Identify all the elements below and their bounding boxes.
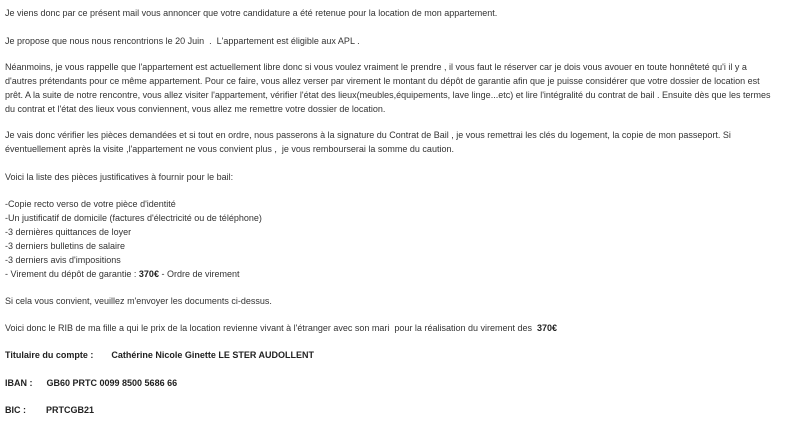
deposit-amount: 370€	[138, 269, 159, 279]
list-item-virement-prefix: - Virement du dépôt de garantie :	[5, 269, 139, 279]
bic	[5, 403, 94, 417]
bic-value: PRTCGB21	[46, 405, 95, 415]
account-holder-label: Titulaire du compte :	[5, 350, 94, 360]
paragraph-verification-line-1: Je vais donc vérifier les pièces demandées et si tout en ordre, nous passerons à la signature du Contrat de Bail , je vous remettrai les clés du logement, la copie de mon passeport. Si	[5, 130, 731, 140]
list-item: -3 derniers bulletins de salaire	[5, 241, 126, 251]
list-item-virement-suffix: - Ordre de virement	[158, 269, 240, 279]
transfer-amount: 370€	[537, 323, 558, 333]
paragraph-documents: Si cela vous convient, veuillez m'envoyer les documents ci-dessus.	[5, 296, 272, 306]
iban-label: IBAN :	[5, 378, 33, 388]
paragraph-liste-intro: Voici la liste des pièces justificatives à fournir pour le bail:	[5, 172, 234, 182]
paragraph-reservation-line-2: d'autres prétendants pour ce même appartement. Pour ce faire, vous allez verser par virement le montant du dépôt de garantie afin que je puisse considérer que votre dossier de location est	[5, 76, 760, 86]
paragraph-rencontre: Je propose que nous nous rencontrions le 20 Juin . L'appartement est éligible aux APL .	[5, 36, 360, 46]
list-item: -3 dernières quittances de loyer	[5, 227, 132, 237]
paragraph-rib-text: Voici donc le RIB de ma fille a qui le prix de la location revienne vivant à l'étranger avec son mari pour la réalisation du virement des	[5, 323, 537, 333]
paragraph-rib	[5, 321, 557, 335]
list-item: -Un justificatif de domicile (factures d'électricité ou de téléphone)	[5, 213, 262, 223]
list-item: -3 derniers avis d'impositions	[5, 255, 121, 265]
paragraph-reservation-line-1: Néanmoins, je vous rappelle que l'appartement est actuellement libre donc si vous voulez vraiment le prendre , il vous faut le réserver car je dois vous avouer en toute honnêteté qu'i il y a	[5, 62, 747, 72]
paragraph-reservation-line-4: du contrat et l'état des lieux vous conviennent, vous allez me remettre votre dossier de location.	[5, 104, 386, 114]
iban	[5, 376, 177, 390]
iban-value: GB60 PRTC 0099 8500 5686 66	[46, 378, 178, 388]
bic-label: BIC :	[5, 405, 26, 415]
paragraph-verification-line-2: éventuellement après la visite ,l'appartement ne vous convient plus , je vous rembourserai la somme du caution.	[5, 144, 454, 154]
account-holder-value: Cathérine Nicole Ginette LE STER AUDOLLENT	[111, 350, 315, 360]
paragraph-candidature: Je viens donc par ce présent mail vous annoncer que votre candidature a été retenue pour la location de mon appartement.	[5, 8, 498, 18]
list-item: -Copie recto verso de votre pièce d'identité	[5, 199, 176, 209]
paragraph-reservation-line-3: prêt. A la suite de notre rencontre, vous allez visiter l'appartement, vérifier l'état des lieux(meubles,équipements, lave linge...etc) et lire l'intégralité du contrat de bail . Ensuite dès que les termes	[5, 90, 771, 100]
list-item-virement	[5, 267, 239, 281]
account-holder	[5, 348, 314, 362]
